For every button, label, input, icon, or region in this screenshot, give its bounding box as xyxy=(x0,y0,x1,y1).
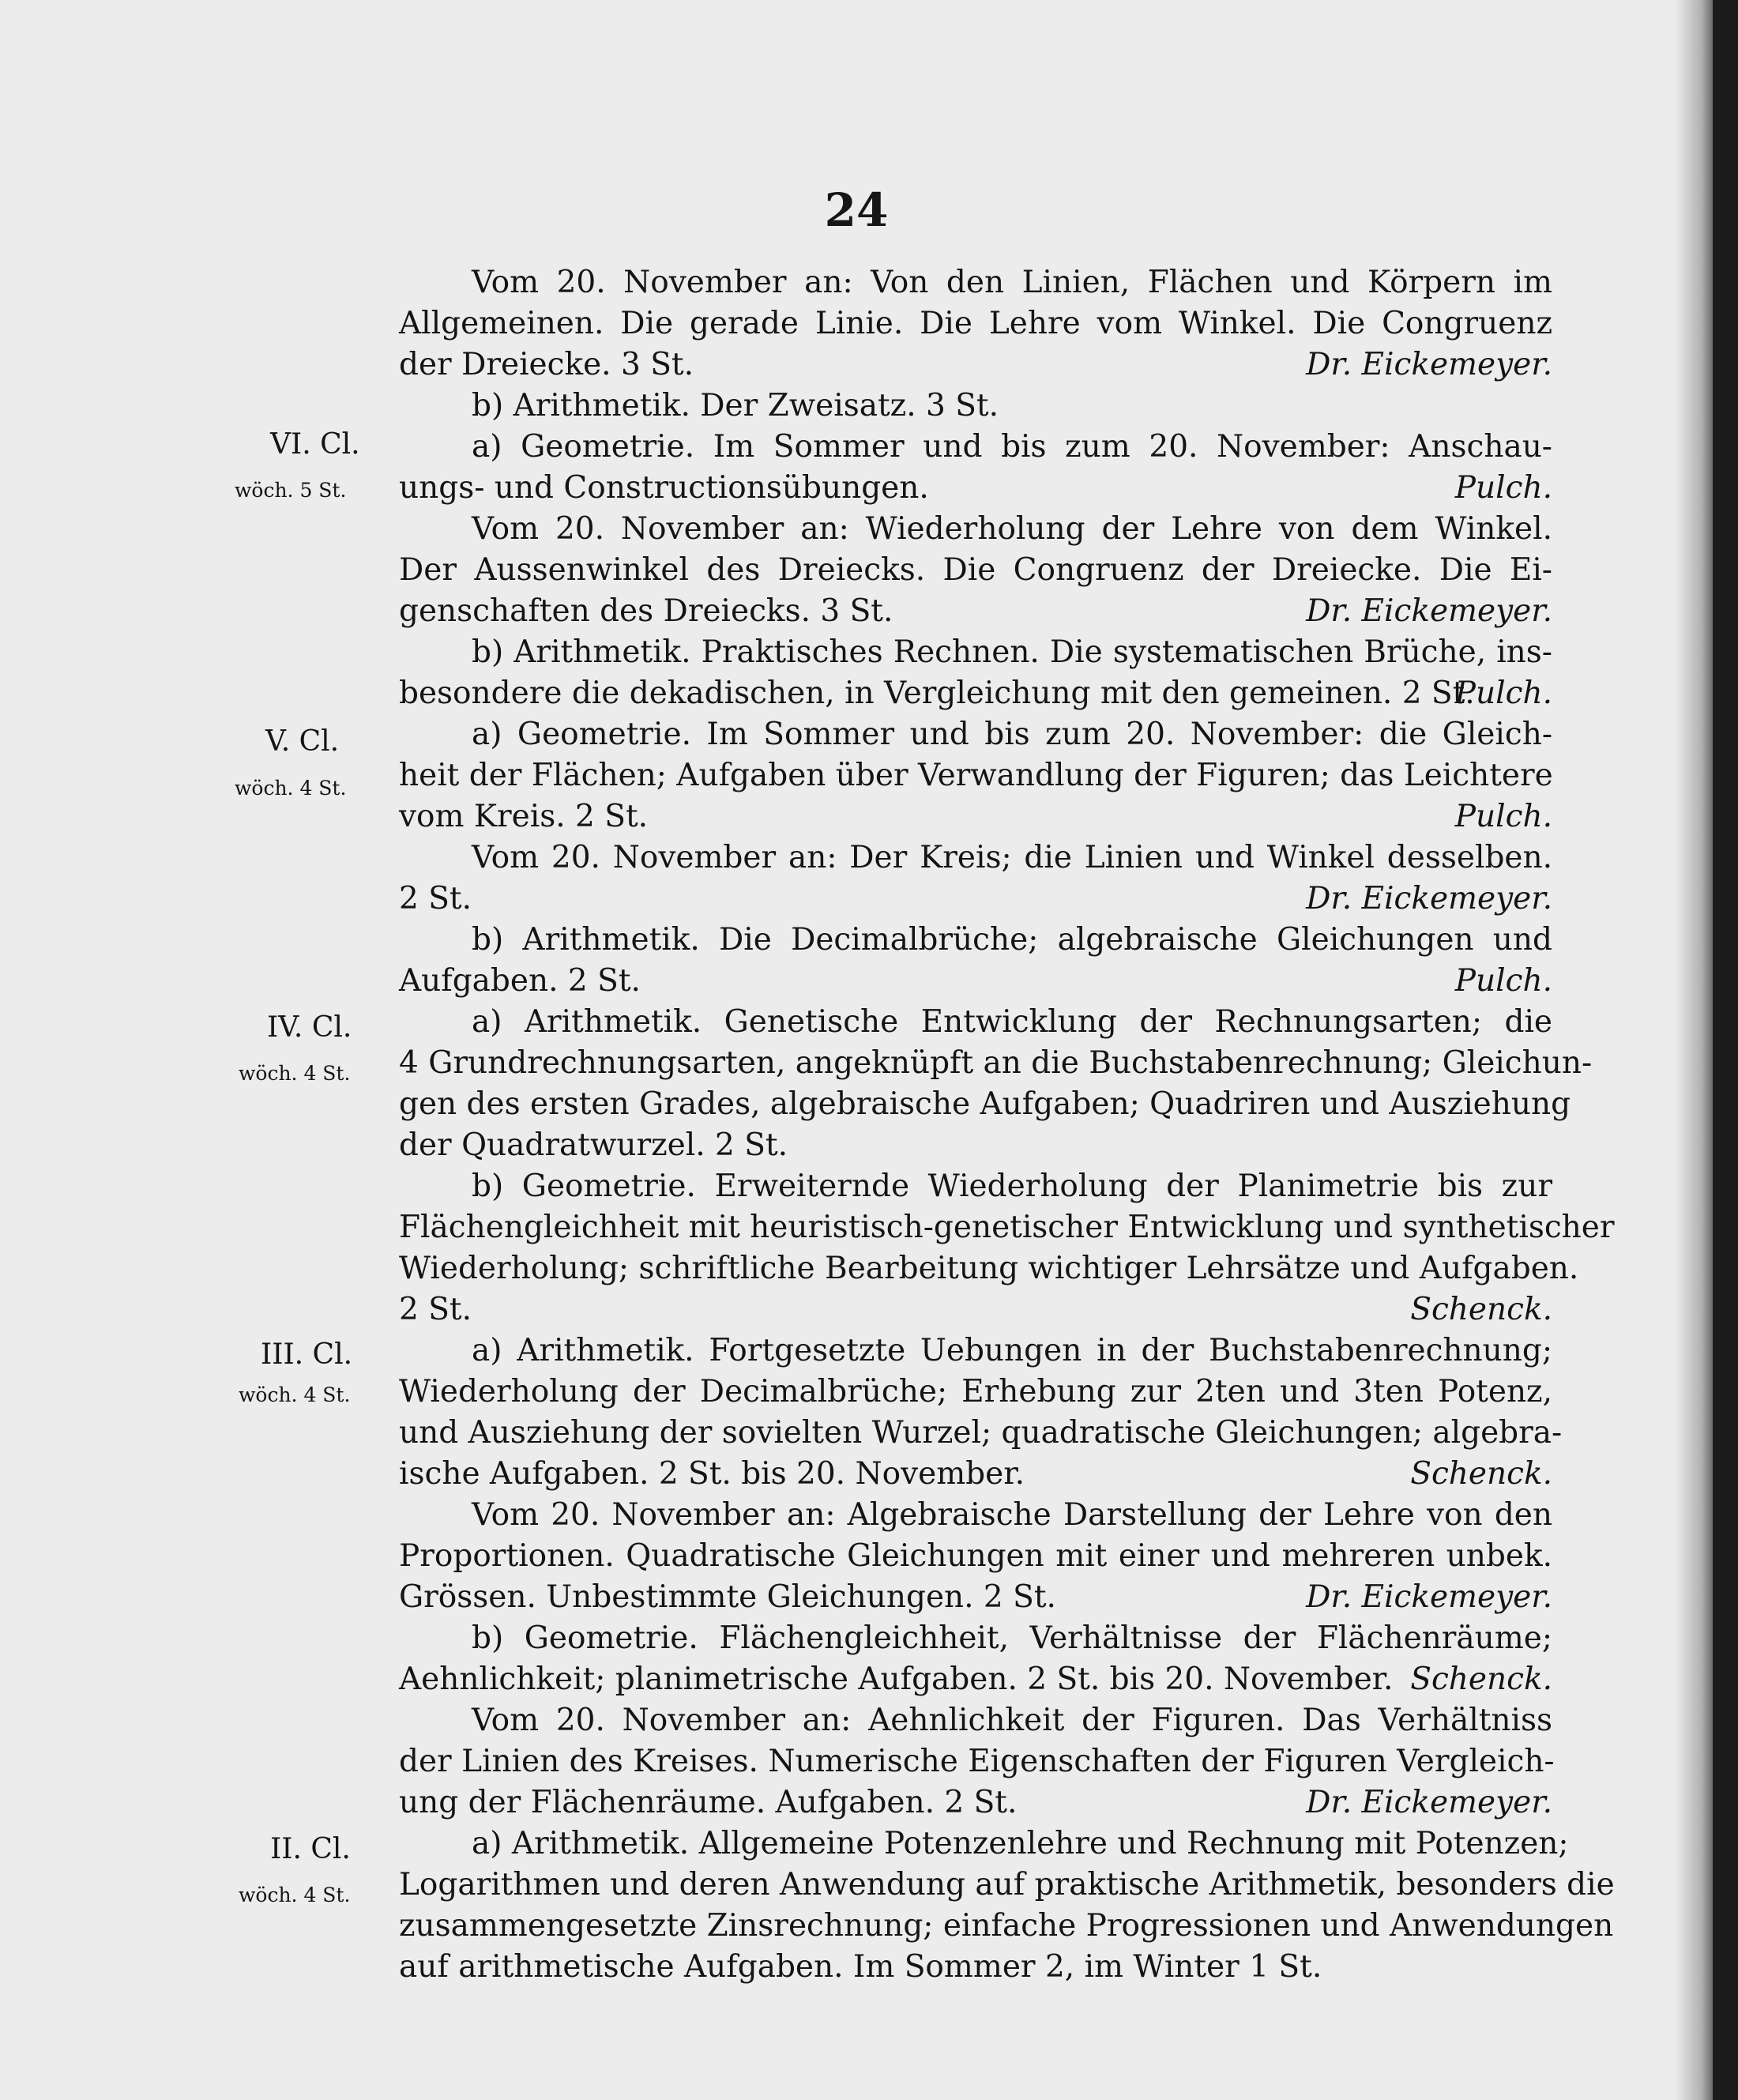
text-line: Aehnlichkeit; planimetrische Aufgaben. 2 St. bis 20. November. Schenck. xyxy=(399,1659,1552,1700)
teacher-name: Dr. Eickemeyer. xyxy=(1306,593,1552,629)
class-label-ii: II. Cl. xyxy=(270,1833,351,1865)
text-line: vom Kreis. 2 St. Pulch. xyxy=(399,796,1552,837)
text-line: Allgemeinen. Die gerade Linie. Die Lehre vom Winkel. Die Congruenz xyxy=(399,306,1552,341)
text-line: der Linien des Kreises. Numerische Eigenschaften der Figuren Vergleich- xyxy=(399,1744,1555,1779)
text-line: Der Aussenwinkel des Dreiecks. Die Congruenz der Dreiecke. Die Ei- xyxy=(399,552,1552,588)
hours-label-iv: wöch. 4 St. xyxy=(239,1062,351,1085)
text-line: a) Geometrie. Im Sommer und bis zum 20. November: die Gleich- xyxy=(472,717,1552,752)
text-line: auf arithmetische Aufgaben. Im Sommer 2, im Winter 1 St. xyxy=(399,1949,1322,1985)
text-line: Vom 20. November an: Von den Linien, Flächen und Körpern im xyxy=(472,265,1552,300)
text-line: zusammengesetzte Zinsrechnung; einfache Progressionen und Anwendungen xyxy=(399,1908,1614,1944)
teacher-name: Pulch. xyxy=(1454,676,1552,711)
teacher-name: Schenck. xyxy=(1410,1662,1552,1697)
text-line: Flächengleichheit mit heuristisch-genetischer Entwicklung und synthetischer xyxy=(399,1210,1615,1245)
text-line: Wiederholung; schriftliche Bearbeitung wichtiger Lehrsätze und Aufgaben. xyxy=(399,1251,1579,1286)
class-label-v: V. Cl. xyxy=(265,725,340,758)
hours-label-ii: wöch. 4 St. xyxy=(239,1884,351,1906)
text-line: Proportionen. Quadratische Gleichungen mit einer und mehreren unbek. xyxy=(399,1538,1552,1574)
text-line: b) Geometrie. Flächengleichheit, Verhältnisse der Flächenräume; xyxy=(472,1620,1552,1656)
hours-label-v: wöch. 4 St. xyxy=(235,777,347,800)
text-line: ung der Flächenräume. Aufgaben. 2 St. Dr. Eickemeyer. xyxy=(399,1782,1552,1823)
text-line: ische Aufgaben. 2 St. bis 20. November. Schenck. xyxy=(399,1454,1552,1495)
teacher-name: Pulch. xyxy=(1454,963,1552,999)
text-line: 2 St. Dr. Eickemeyer. xyxy=(399,879,1552,920)
text-line: der Quadratwurzel. 2 St. xyxy=(399,1127,788,1163)
class-label-iii: III. Cl. xyxy=(261,1338,353,1371)
text-line: Vom 20. November an: Der Kreis; die Linien und Winkel desselben. xyxy=(472,840,1552,875)
text-line: Logarithmen und deren Anwendung auf praktische Arithmetik, besonders die xyxy=(399,1867,1615,1902)
text-line: genschaften des Dreiecks. 3 St. Dr. Eickemeyer. xyxy=(399,591,1552,632)
text-line: a) Arithmetik. Allgemeine Potenzenlehre und Rechnung mit Potenzen; xyxy=(472,1826,1569,1861)
text-line: Vom 20. November an: Wiederholung der Lehre von dem Winkel. xyxy=(472,511,1552,547)
class-label-vi: VI. Cl. xyxy=(270,428,360,461)
text-line: ungs- und Constructionsübungen. Pulch. xyxy=(399,468,1552,509)
hours-label-vi: wöch. 5 St. xyxy=(235,479,347,502)
text-line: b) Arithmetik. Praktisches Rechnen. Die systematischen Brüche, ins- xyxy=(472,634,1552,670)
class-label-iv: IV. Cl. xyxy=(267,1011,352,1044)
teacher-name: Schenck. xyxy=(1410,1292,1552,1327)
text-line: a) Arithmetik. Fortgesetzte Uebungen in der Buchstabenrechnung; xyxy=(472,1333,1552,1368)
text-line: a) Geometrie. Im Sommer und bis zum 20. November: Anschau- xyxy=(472,429,1552,465)
text-line: Vom 20. November an: Algebraische Darstellung der Lehre von den xyxy=(472,1497,1552,1533)
text-line: und Ausziehung der sovielten Wurzel; quadratische Gleichungen; algebra- xyxy=(399,1415,1563,1451)
text-line: Wiederholung der Decimalbrüche; Erhebung zur 2ten und 3ten Potenz, xyxy=(399,1374,1552,1409)
page-number: 24 xyxy=(824,183,889,237)
teacher-name: Dr. Eickemeyer. xyxy=(1306,347,1552,382)
text-line: a) Arithmetik. Genetische Entwicklung der Rechnungsarten; die xyxy=(472,1004,1552,1040)
teacher-name: Dr. Eickemeyer. xyxy=(1306,881,1552,916)
text-line: b) Geometrie. Erweiternde Wiederholung der Planimetrie bis zur xyxy=(472,1169,1552,1204)
text-line: der Dreiecke. 3 St. Dr. Eickemeyer. xyxy=(399,344,1552,386)
teacher-name: Pulch. xyxy=(1454,799,1552,834)
text-line: heit der Flächen; Aufgaben über Verwandlung der Figuren; das Leichtere xyxy=(399,758,1553,793)
text-line: gen des ersten Grades, algebraische Aufgaben; Quadriren und Ausziehung xyxy=(399,1086,1571,1122)
text-line: Grössen. Unbestimmte Gleichungen. 2 St. Dr. Eickemeyer. xyxy=(399,1577,1552,1618)
page-edge-shadow xyxy=(1675,0,1713,2100)
text-line: 4 Grundrechnungsarten, angeknüpft an die Buchstabenrechnung; Gleichun- xyxy=(399,1045,1593,1081)
body-text xyxy=(399,262,1615,1988)
text-line: b) Arithmetik. Die Decimalbrüche; algebraische Gleichungen und xyxy=(472,922,1552,958)
text-line: besondere die dekadischen, in Vergleichung mit den gemeinen. 2 St. Pulch. xyxy=(399,673,1552,714)
hours-label-iii: wöch. 4 St. xyxy=(239,1383,351,1406)
teacher-name: Dr. Eickemeyer. xyxy=(1306,1785,1552,1820)
teacher-name: Schenck. xyxy=(1410,1456,1552,1492)
text-line: Aufgaben. 2 St. Pulch. xyxy=(399,961,1552,1002)
teacher-name: Pulch. xyxy=(1454,470,1552,506)
teacher-name: Dr. Eickemeyer. xyxy=(1306,1579,1552,1615)
text-line: 2 St. Schenck. xyxy=(399,1289,1552,1330)
text-line: b) Arithmetik. Der Zweisatz. 3 St. xyxy=(472,388,999,423)
text-line: Vom 20. November an: Aehnlichkeit der Figuren. Das Verhältniss xyxy=(472,1703,1552,1738)
